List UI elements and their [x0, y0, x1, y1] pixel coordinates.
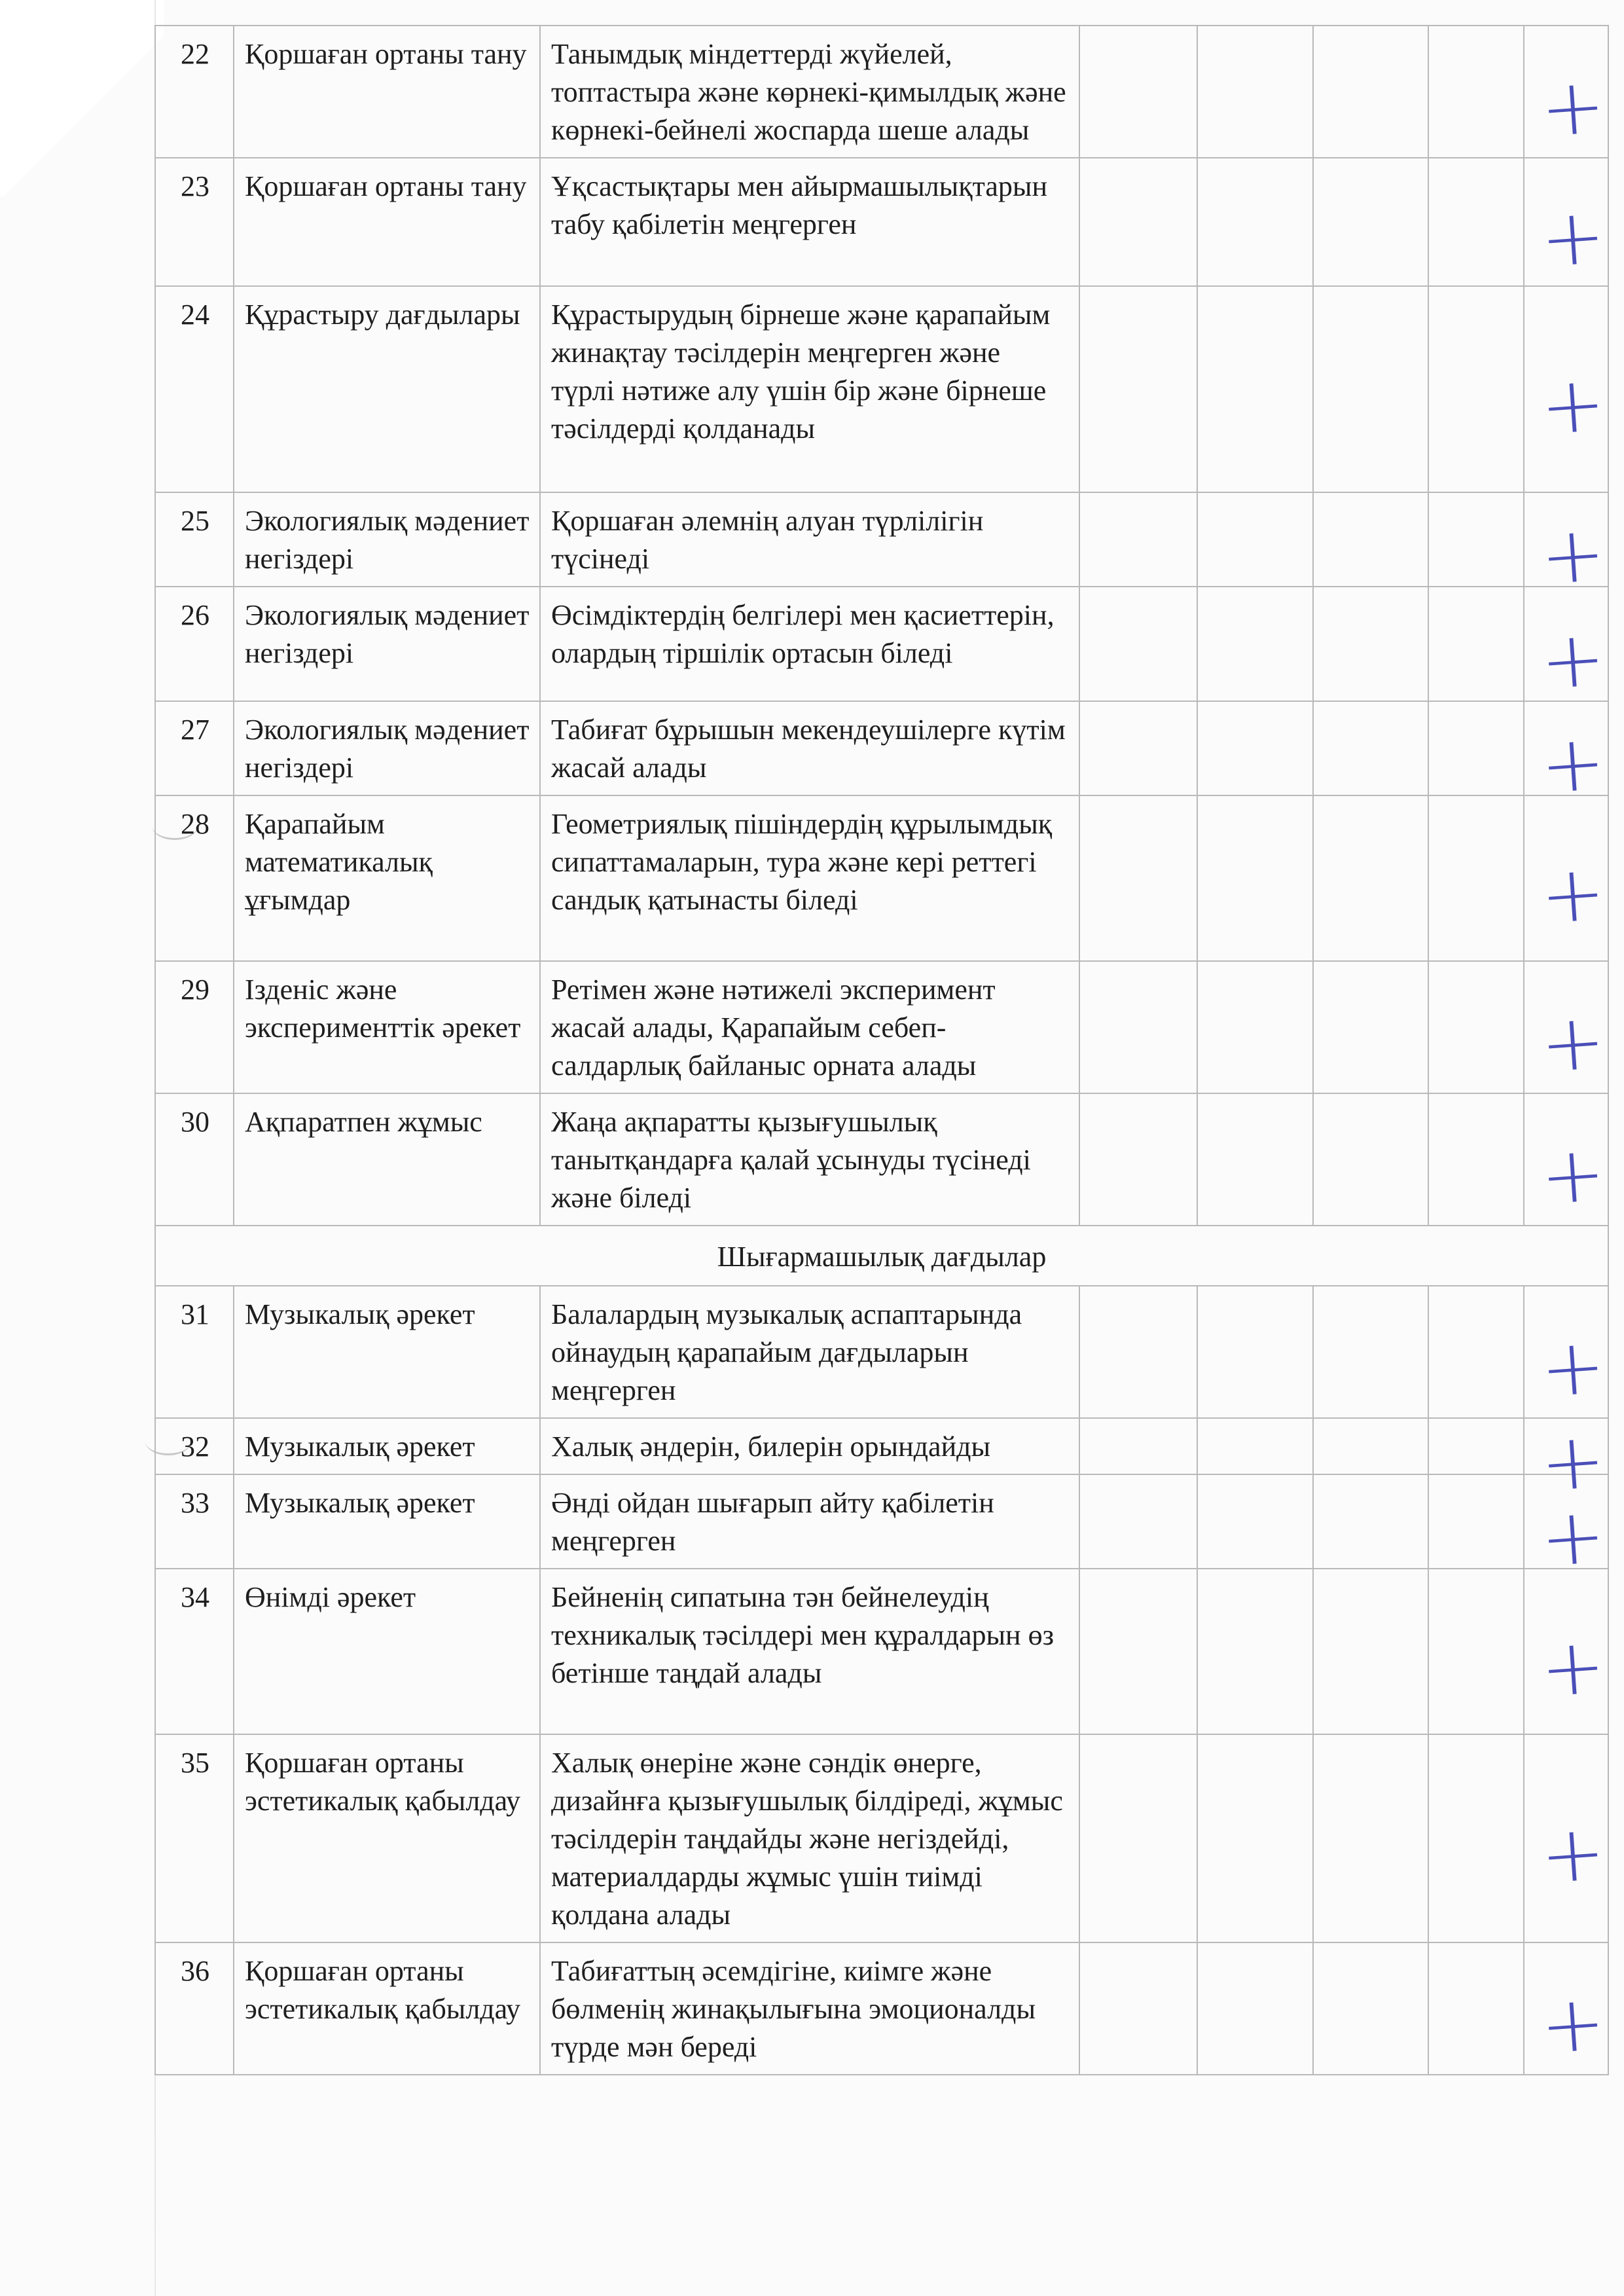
row-score-cell	[1079, 1418, 1197, 1474]
table-row	[155, 286, 1608, 492]
row-score-cell	[1079, 26, 1197, 158]
handwritten-plus-mark: +	[1537, 716, 1608, 811]
row-score-cell	[1313, 1942, 1428, 2075]
row-mark-cell	[1524, 1569, 1608, 1734]
row-number: 26	[155, 587, 234, 701]
table-row	[155, 1474, 1608, 1569]
row-area: Қарапайым математикалық ұғымдар	[234, 795, 540, 961]
row-mark-cell	[1524, 1474, 1608, 1584]
row-area: Экологиялық мәдениет негіздері	[234, 492, 540, 587]
row-score-cell	[1428, 158, 1524, 286]
row-score-cell	[1313, 26, 1428, 158]
row-score-cell	[1428, 26, 1524, 158]
handwritten-plus-mark: +	[1537, 507, 1608, 602]
row-score-cell	[1428, 492, 1524, 587]
table-row	[155, 1569, 1608, 1734]
row-score-cell	[1428, 701, 1524, 795]
row-number: 36	[155, 1942, 234, 2075]
row-number: 29	[155, 961, 234, 1093]
row-score-cell	[1313, 587, 1428, 701]
row-area: Музыкалық әрекет	[234, 1474, 540, 1569]
row-mark-cell	[1524, 492, 1608, 602]
handwritten-plus-mark: +	[1537, 1489, 1608, 1584]
section-title: Шығармашылық дағдылар	[155, 1226, 1608, 1286]
table-row	[155, 701, 1608, 795]
row-mark-cell	[1524, 795, 1608, 961]
row-skill: Геометриялық пішіндердің құрылымдық сипаттамаларын, тура және кері реттегі сандық қатынасты біледі	[540, 795, 1079, 961]
row-skill: Қоршаған әлемнің алуан түрлілігін түсінеді	[540, 492, 1079, 587]
handwritten-plus-mark: +	[1537, 357, 1608, 452]
row-mark-cell	[1524, 1414, 1608, 1509]
table-row	[155, 795, 1608, 961]
row-skill: Бейненің сипатына тән бейнелеудің техникалық тәсілдері мен құралдарын өз бетінше таңдай алады	[540, 1569, 1079, 1734]
row-score-cell	[1428, 1093, 1524, 1226]
row-score-cell	[1197, 587, 1313, 701]
row-area: Қоршаған ортаны тану	[234, 26, 540, 158]
row-skill: Ұқсастықтары мен айырмашылықтарын табу қабілетін меңгерген	[540, 158, 1079, 286]
row-score-cell	[1079, 1734, 1197, 1942]
table-row	[155, 26, 1608, 158]
row-score-cell	[1079, 1474, 1197, 1569]
handwritten-plus-mark: +	[1537, 846, 1608, 941]
row-number: 27	[155, 701, 234, 795]
row-area: Музыкалық әрекет	[234, 1418, 540, 1474]
row-number: 23	[155, 158, 234, 286]
row-mark-cell	[1524, 286, 1608, 492]
table-row	[155, 1093, 1608, 1226]
row-mark-cell	[1524, 26, 1608, 158]
row-score-cell	[1313, 158, 1428, 286]
row-score-cell	[1313, 1474, 1428, 1569]
row-area: Экологиялық мәдениет негіздері	[234, 701, 540, 795]
row-score-cell	[1197, 1734, 1313, 1942]
row-number: 33	[155, 1474, 234, 1569]
row-score-cell	[1079, 701, 1197, 795]
handwritten-plus-mark: +	[1537, 995, 1608, 1090]
row-score-cell	[1428, 1569, 1524, 1734]
row-score-cell	[1428, 1942, 1524, 2075]
row-mark-cell	[1524, 1942, 1608, 2075]
row-number: 30	[155, 1093, 234, 1226]
row-score-cell	[1079, 1093, 1197, 1226]
row-score-cell	[1428, 286, 1524, 492]
row-score-cell	[1313, 1734, 1428, 1942]
row-score-cell	[1313, 492, 1428, 587]
row-score-cell	[1197, 701, 1313, 795]
row-score-cell	[1079, 795, 1197, 961]
row-score-cell	[1079, 158, 1197, 286]
row-area: Қоршаған ортаны тану	[234, 158, 540, 286]
row-skill: Халық өнеріне және сәндік өнерге, дизайнға қызығушылық білдіреді, жұмыс тәсілдерін таңдайды және негіздейді, материалдарды жұмыс үшін тиімді қолдана алады	[540, 1734, 1079, 1942]
row-score-cell	[1197, 1942, 1313, 2075]
row-score-cell	[1428, 961, 1524, 1093]
row-skill: Өсімдіктердің белгілері мен қасиеттерін, олардың тіршілік ортасын біледі	[540, 587, 1079, 701]
row-area: Музыкалық әрекет	[234, 1286, 540, 1418]
table-row	[155, 587, 1608, 701]
row-skill: Танымдық міндеттерді жүйелей, топтастыра және көрнекі-қимылдық және көрнекі-бейнелі жоспарда шеше алады	[540, 26, 1079, 158]
row-number: 35	[155, 1734, 234, 1942]
row-score-cell	[1197, 158, 1313, 286]
row-area: Қоршаған ортаны эстетикалық қабылдау	[234, 1942, 540, 2075]
row-area: Ізденіс және эксперименттік әрекет	[234, 961, 540, 1093]
row-score-cell	[1197, 26, 1313, 158]
row-score-cell	[1313, 1286, 1428, 1418]
table-row	[155, 961, 1608, 1093]
row-score-cell	[1428, 1734, 1524, 1942]
handwritten-plus-mark: +	[1537, 1414, 1608, 1509]
row-score-cell	[1079, 1286, 1197, 1418]
row-skill: Халық әндерін, билерін орындайды	[540, 1418, 1079, 1474]
handwritten-plus-mark: +	[1537, 1806, 1608, 1901]
row-score-cell	[1428, 1286, 1524, 1418]
handwritten-plus-mark: +	[1537, 1619, 1608, 1715]
row-score-cell	[1197, 1093, 1313, 1226]
row-score-cell	[1197, 1569, 1313, 1734]
row-score-cell	[1079, 961, 1197, 1093]
row-skill: Жаңа ақпаратты қызығушылық танытқандарға қалай ұсынуды түсінеді және біледі	[540, 1093, 1079, 1226]
row-score-cell	[1079, 1942, 1197, 2075]
row-score-cell	[1197, 492, 1313, 587]
row-number: 22	[155, 26, 234, 158]
row-skill: Әнді ойдан шығарып айту қабілетін меңгерген	[540, 1474, 1079, 1569]
row-skill: Табиғат бұрышын мекендеушілерге күтім жасай алады	[540, 701, 1079, 795]
table-row	[155, 492, 1608, 587]
row-mark-cell	[1524, 961, 1608, 1093]
row-area: Ақпаратпен жұмыс	[234, 1093, 540, 1226]
row-area: Қоршаған ортаны эстетикалық қабылдау	[234, 1734, 540, 1942]
row-score-cell	[1079, 587, 1197, 701]
row-score-cell	[1313, 286, 1428, 492]
row-score-cell	[1313, 1569, 1428, 1734]
section-row	[155, 1226, 1608, 1286]
table-row	[155, 1942, 1608, 2075]
handwritten-plus-mark: +	[1537, 611, 1608, 707]
row-score-cell	[1428, 795, 1524, 961]
row-score-cell	[1197, 961, 1313, 1093]
row-mark-cell	[1524, 1286, 1608, 1418]
handwritten-plus-mark: +	[1537, 1977, 1608, 2071]
handwritten-plus-mark: +	[1537, 1127, 1608, 1222]
row-area: Өнімді әрекет	[234, 1569, 540, 1734]
row-score-cell	[1313, 701, 1428, 795]
row-number: 31	[155, 1286, 234, 1418]
row-number: 32	[155, 1418, 234, 1474]
table-row	[155, 1286, 1608, 1418]
row-score-cell	[1313, 1418, 1428, 1474]
handwritten-plus-mark: +	[1537, 60, 1608, 155]
row-mark-cell	[1524, 1093, 1608, 1226]
row-skill: Табиғаттың әсемдігіне, киімге және бөлменің жинақылығына эмоционалды түрде мән береді	[540, 1942, 1079, 2075]
row-score-cell	[1197, 1474, 1313, 1569]
table-row	[155, 1418, 1608, 1474]
row-area: Құрастыру дағдылары	[234, 286, 540, 492]
row-score-cell	[1079, 492, 1197, 587]
row-area: Экологиялық мәдениет негіздері	[234, 587, 540, 701]
row-score-cell	[1079, 1569, 1197, 1734]
row-mark-cell	[1524, 701, 1608, 811]
row-score-cell	[1313, 795, 1428, 961]
row-mark-cell	[1524, 587, 1608, 707]
row-score-cell	[1428, 1418, 1524, 1474]
row-score-cell	[1313, 961, 1428, 1093]
row-score-cell	[1428, 587, 1524, 701]
row-number: 24	[155, 286, 234, 492]
row-score-cell	[1197, 1418, 1313, 1474]
row-score-cell	[1197, 1286, 1313, 1418]
row-number: 34	[155, 1569, 234, 1734]
row-score-cell	[1428, 1474, 1524, 1569]
page-corner-fold	[0, 0, 164, 196]
row-skill: Ретімен және нәтижелі эксперимент жасай алады, Қарапайым себеп-салдарлық байланыс орната алады	[540, 961, 1079, 1093]
table-row	[155, 158, 1608, 286]
row-score-cell	[1197, 286, 1313, 492]
row-number: 25	[155, 492, 234, 587]
assessment-table	[154, 25, 1609, 2075]
row-skill: Құрастырудың бірнеше және қарапайым жинақтау тәсілдерін меңгерген және түрлі нәтиже алу үшін бір және бірнеше тәсілдерді қолданады	[540, 286, 1079, 492]
row-skill: Балалардың музыкалық аспаптарында ойнаудың қарапайым дағдыларын меңгерген	[540, 1286, 1079, 1418]
row-number: 28	[155, 795, 234, 961]
row-mark-cell	[1524, 158, 1608, 286]
row-score-cell	[1197, 795, 1313, 961]
table-row	[155, 1734, 1608, 1942]
handwritten-plus-mark: +	[1537, 190, 1608, 285]
row-score-cell	[1079, 286, 1197, 492]
row-mark-cell	[1524, 1734, 1608, 1942]
handwritten-plus-mark: +	[1537, 1320, 1608, 1415]
row-score-cell	[1313, 1093, 1428, 1226]
